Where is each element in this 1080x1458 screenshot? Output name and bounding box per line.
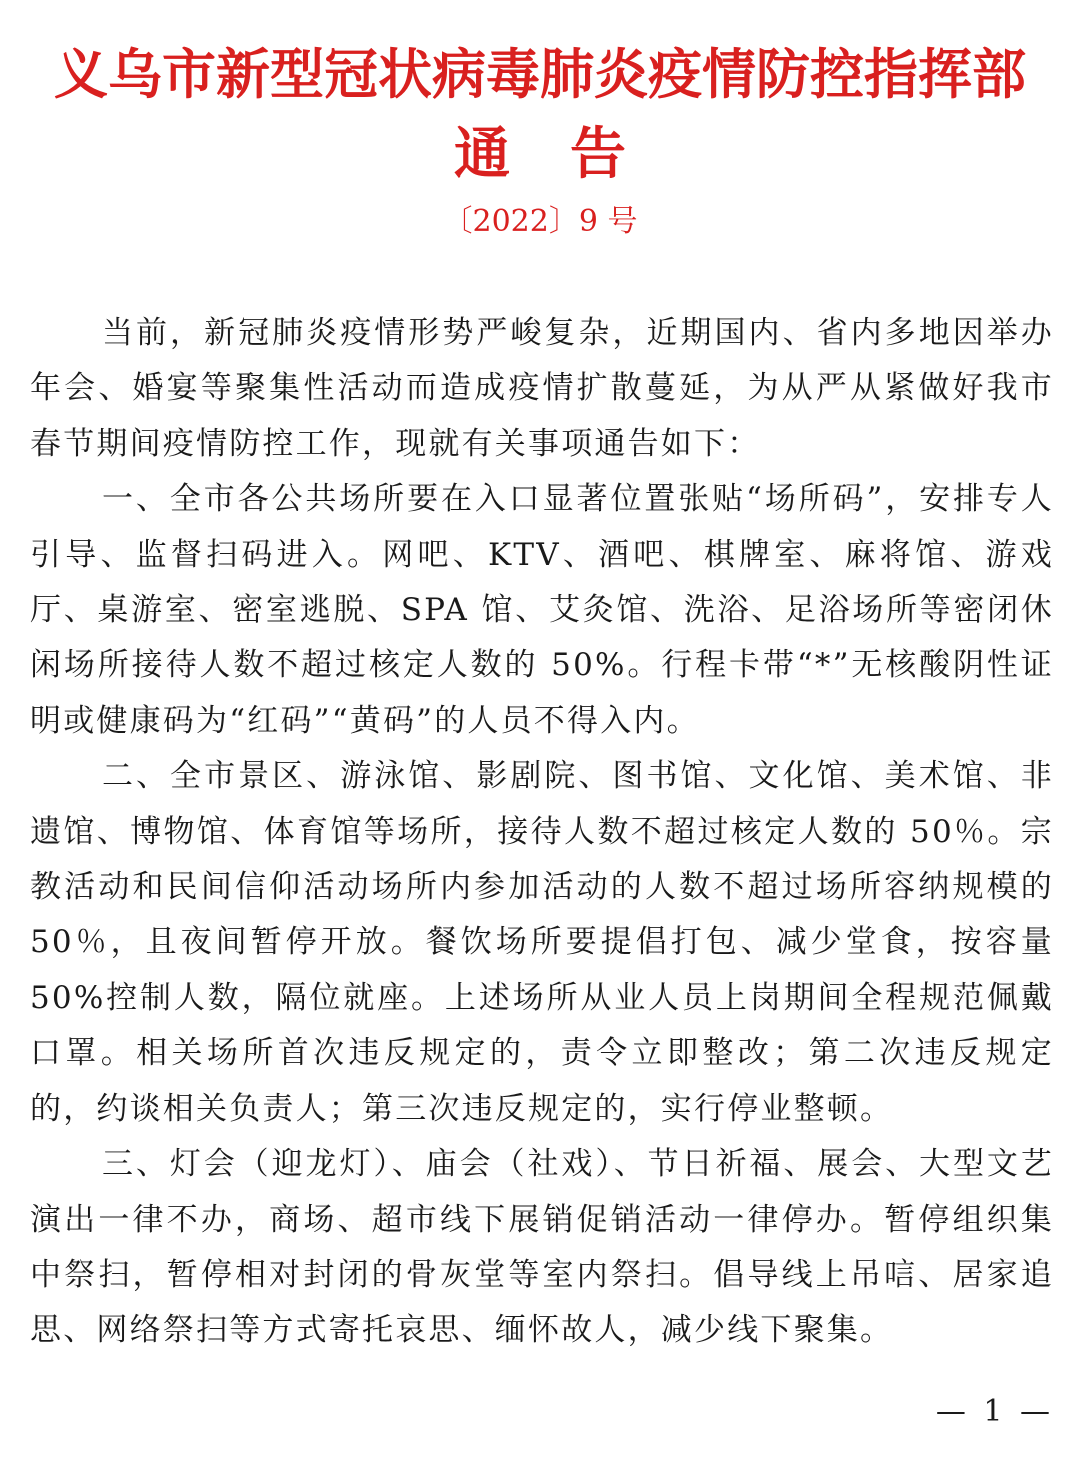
clause-3-paragraph: 三、灯会（迎龙灯）、庙会（社戏）、节日祈福、展会、大型文艺演出一律不办，商场、超市线下展销促销活动一律停办。暂停组织集中祭扫，暂停相对封闭的骨灰堂等室内祭扫。倡导线上吊唁、居家追思、网络祭扫等方式寄托哀思、缅怀故人，减少线下聚集。 <box>30 1146 1054 1349</box>
intro-paragraph: 当前，新冠肺炎疫情形势严峻复杂，近期国内、省内多地因举办年会、婚宴等聚集性活动而造成疫情扩散蔓延，为从严从紧做好我市春节期间疫情防控工作，现就有关事项通告如下： <box>30 315 1054 462</box>
page-number: — 1 — <box>935 1394 1054 1429</box>
clause-2-paragraph: 二、全市景区、游泳馆、影剧院、图书馆、文化馆、美术馆、非遗馆、博物馆、体育馆等场所，接待人数不超过核定人数的 50％。宗教活动和民间信仰活动场所内参加活动的人数不超过场所容纳规模的 50％，且夜间暂停开放。餐饮场所要提倡打包、减少堂食，按容量 50%控制人数，隔位就座。上述场所从业人员上岗期间全程规范佩戴口罩。相关场所首次违反规定的，责令立即整改；第二次违反规定的，约谈相关负责人；第三次违反规定的，实行停业整顿。 <box>30 758 1054 1127</box>
document-body <box>30 306 1054 1359</box>
document-issuer-title: 义乌市新型冠状病毒肺炎疫情防控指挥部 <box>54 42 1026 106</box>
document-number: 〔2022〕9 号 <box>442 204 638 239</box>
clause-1-paragraph: 一、全市各公共场所要在入口显著位置张贴“场所码”，安排专人引导、监督扫码进入。网吧、KTV、酒吧、棋牌室、麻将馆、游戏厅、桌游室、密室逃脱、SPA 馆、艾灸馆、洗浴、足浴场所等密闭休闲场所接待人数不超过核定人数的 50%。行程卡带“*”无核酸阴性证明或健康码为“红码”“黄码”的人员不得入内。 <box>30 481 1054 739</box>
document-type-heading: 通告 <box>454 121 686 187</box>
